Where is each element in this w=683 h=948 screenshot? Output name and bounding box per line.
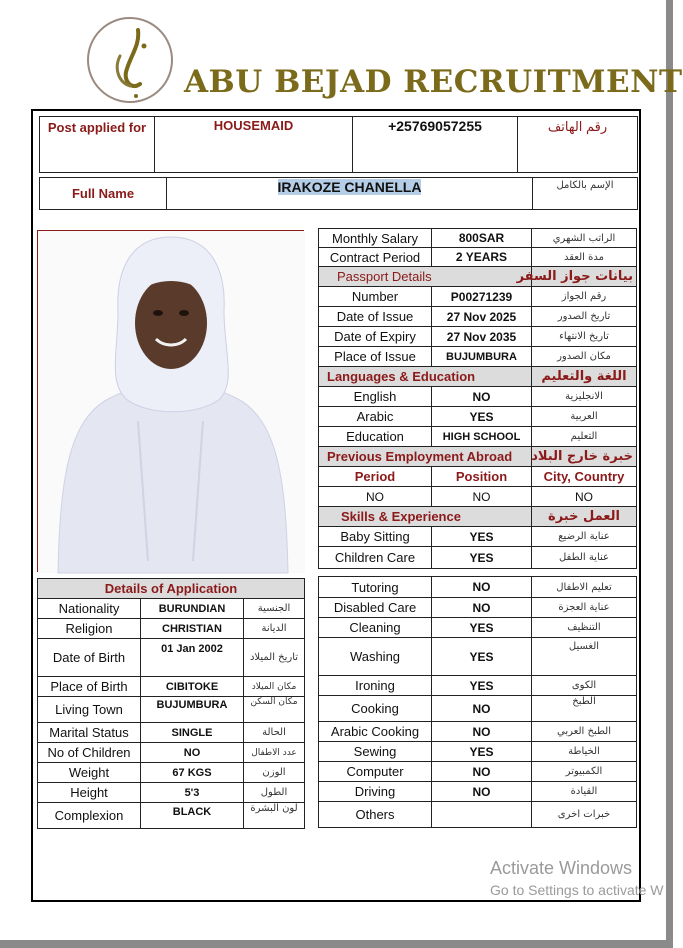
skill-label-ar: عناية الطفل: [532, 547, 637, 569]
activation-watermark-subtitle: Go to Settings to activate W: [490, 882, 664, 898]
window-edge-bottom: [0, 940, 673, 948]
english-label: English: [319, 387, 432, 407]
activation-watermark-title: Activate Windows: [490, 858, 633, 878]
english-label-ar: الانجليزية: [532, 387, 637, 407]
phone-label-ar: رقم الهاتف: [518, 117, 638, 173]
skill-value: YES: [432, 527, 532, 547]
skill-value: NO: [432, 782, 532, 802]
arabic-label: Arabic: [319, 407, 432, 427]
education-value: HIGH SCHOOL: [432, 427, 532, 447]
previous-country-header: City, Country: [532, 467, 637, 487]
previous-position-header: Position: [432, 467, 532, 487]
skill-label: Tutoring: [319, 577, 432, 598]
info-table-right: [318, 228, 637, 569]
religion-value: CHRISTIAN: [141, 619, 244, 639]
skill-value: NO: [432, 696, 532, 722]
weight-label-ar: الوزن: [244, 763, 305, 783]
expiry-date-label: Date of Expiry: [319, 327, 432, 347]
living-town-label: Living Town: [38, 697, 141, 723]
skill-value: NO: [432, 598, 532, 618]
marital-status-label-ar: الحالة: [244, 723, 305, 743]
window-edge-right: [666, 0, 673, 948]
arabic-label-ar: العربية: [532, 407, 637, 427]
issue-place-label: Place of Issue: [319, 347, 432, 367]
skill-label: Arabic Cooking: [319, 722, 432, 742]
living-town-label-ar: مكان السكن: [244, 697, 305, 723]
candidate-photo: [37, 230, 304, 572]
skill-label-ar: الخياطة: [532, 742, 637, 762]
skill-value: YES: [432, 547, 532, 569]
religion-label-ar: الديانة: [244, 619, 305, 639]
previous-section-title: Previous Employment Abroad: [319, 447, 532, 467]
skill-value: NO: [432, 722, 532, 742]
fullname-label-ar: الإسم بالكامل: [533, 178, 638, 210]
skill-label: Sewing: [319, 742, 432, 762]
birth-date-label-ar: تاريخ الميلاد: [244, 639, 305, 677]
birth-date-value: 01 Jan 2002: [141, 639, 244, 677]
previous-country-value: NO: [532, 487, 637, 507]
skill-value: NO: [432, 577, 532, 598]
skill-label-ar: التنظيف: [532, 618, 637, 638]
skill-value: NO: [432, 762, 532, 782]
birth-place-value: CIBITOKE: [141, 677, 244, 697]
skill-label-ar: تعليم الاطفال: [532, 577, 637, 598]
post-label: Post applied for: [40, 117, 155, 173]
skill-value: YES: [432, 638, 532, 676]
passport-number-value: P00271239: [432, 287, 532, 307]
skill-label-ar: الكوى: [532, 676, 637, 696]
expiry-date-value: 27 Nov 2035: [432, 327, 532, 347]
children-label: No of Children: [38, 743, 141, 763]
marital-status-value: SINGLE: [141, 723, 244, 743]
salary-label: Monthly Salary: [319, 229, 432, 248]
nationality-label-ar: الجنسية: [244, 599, 305, 619]
issue-date-label-ar: تاريخ الصدور: [532, 307, 637, 327]
application-section-title: Details of Application: [38, 579, 305, 599]
weight-value: 67 KGS: [141, 763, 244, 783]
period-label: Contract Period: [319, 248, 432, 267]
issue-place-value: BUJUMBURA: [432, 347, 532, 367]
education-label-ar: التعليم: [532, 427, 637, 447]
issue-date-value: 27 Nov 2025: [432, 307, 532, 327]
skill-label-ar: القيادة: [532, 782, 637, 802]
skill-label: Washing: [319, 638, 432, 676]
issue-place-label-ar: مكان الصدور: [532, 347, 637, 367]
issue-date-label: Date of Issue: [319, 307, 432, 327]
company-name: ABU BEJAD RECRUITMENT: [184, 64, 683, 100]
skill-label: Children Care: [319, 547, 432, 569]
birth-place-label: Place of Birth: [38, 677, 141, 697]
skill-label: Disabled Care: [319, 598, 432, 618]
skill-label: Ironing: [319, 676, 432, 696]
skill-label: Cooking: [319, 696, 432, 722]
post-table: [39, 116, 638, 173]
post-value: HOUSEMAID: [155, 117, 353, 173]
skill-label: Computer: [319, 762, 432, 782]
fullname-label: Full Name: [40, 178, 167, 210]
fullname-table: [39, 177, 638, 210]
passport-number-label-ar: رقم الجواز: [532, 287, 637, 307]
height-label: Height: [38, 783, 141, 803]
weight-label: Weight: [38, 763, 141, 783]
children-label-ar: عدد الاطفال: [244, 743, 305, 763]
previous-period-header: Period: [319, 467, 432, 487]
skill-label-ar: الطبخ العربي: [532, 722, 637, 742]
skills-section-title-ar: العمل خبرة: [532, 507, 637, 527]
skill-label-ar: الكمبيوتر: [532, 762, 637, 782]
birth-place-label-ar: مكان الميلاد: [244, 677, 305, 697]
previous-period-value: NO: [319, 487, 432, 507]
fullname-value: IRAKOZE CHANELLA: [277, 179, 422, 195]
skill-value: YES: [432, 676, 532, 696]
marital-status-label: Marital Status: [38, 723, 141, 743]
skill-label-ar: خبرات اخرى: [532, 802, 637, 828]
skill-label: Others: [319, 802, 432, 828]
passport-section-title-ar: بيانات جواز السفر: [532, 267, 637, 287]
salary-value: 800SAR: [432, 229, 532, 248]
skill-label: Baby Sitting: [319, 527, 432, 547]
birth-date-label: Date of Birth: [38, 639, 141, 677]
skills-table: [318, 576, 637, 828]
nationality-value: BURUNDIAN: [141, 599, 244, 619]
passport-section-title: Passport Details: [319, 267, 532, 287]
passport-number-label: Number: [319, 287, 432, 307]
period-label-ar: مدة العقد: [532, 248, 637, 267]
education-label: Education: [319, 427, 432, 447]
complexion-label-ar: لون البشرة: [244, 803, 305, 829]
nationality-label: Nationality: [38, 599, 141, 619]
arabic-value: YES: [432, 407, 532, 427]
application-table: [37, 578, 305, 829]
skill-label-ar: الطبخ: [532, 696, 637, 722]
languages-section-title: Languages & Education: [319, 367, 532, 387]
phone-number: +25769057255: [353, 117, 518, 173]
skill-value: YES: [432, 618, 532, 638]
skills-section-title: Skills & Experience: [319, 507, 532, 527]
skill-label-ar: عناية الرضيع: [532, 527, 637, 547]
english-value: NO: [432, 387, 532, 407]
skill-label-ar: الغسيل: [532, 638, 637, 676]
expiry-date-label-ar: تاريخ الانتهاء: [532, 327, 637, 347]
languages-section-title-ar: اللغة والتعليم: [532, 367, 637, 387]
skill-label: Driving: [319, 782, 432, 802]
previous-section-title-ar: خبرة خارج البلاد: [532, 447, 637, 467]
candidate-photo-image: [38, 231, 305, 573]
skill-value: [432, 802, 532, 828]
previous-position-value: NO: [432, 487, 532, 507]
children-value: NO: [141, 743, 244, 763]
living-town-value: BUJUMBURA: [141, 697, 244, 723]
complexion-label: Complexion: [38, 803, 141, 829]
skill-value: YES: [432, 742, 532, 762]
period-value: 2 YEARS: [432, 248, 532, 267]
company-logo: [86, 16, 174, 104]
skill-label-ar: عناية العجزة: [532, 598, 637, 618]
salary-label-ar: الراتب الشهري: [532, 229, 637, 248]
religion-label: Religion: [38, 619, 141, 639]
height-label-ar: الطول: [244, 783, 305, 803]
height-value: 5'3: [141, 783, 244, 803]
complexion-value: BLACK: [141, 803, 244, 829]
skill-label: Cleaning: [319, 618, 432, 638]
